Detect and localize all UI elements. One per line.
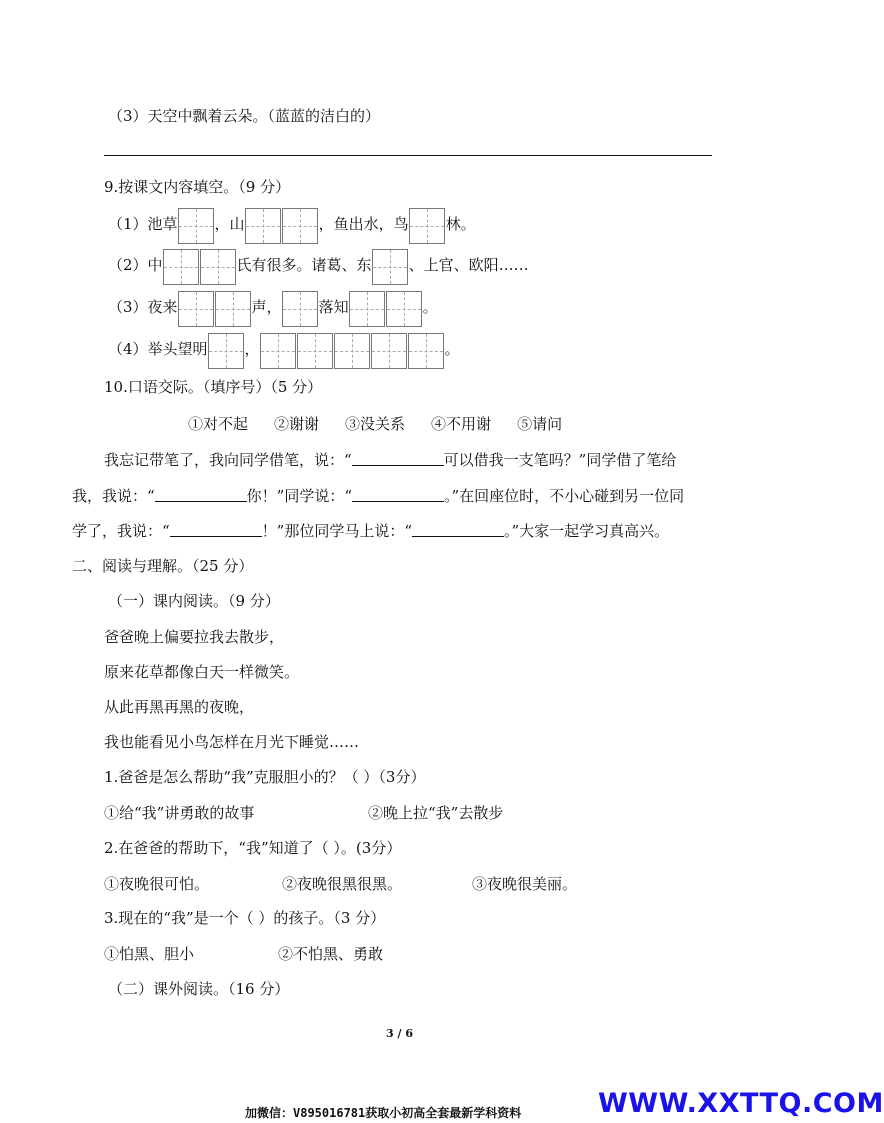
- poem-line: 从此再黑再黑的夜晚，: [104, 698, 255, 716]
- question-2: 2.在爸爸的帮助下，“我”知道了（ ）。(3分）: [104, 839, 402, 857]
- write-boxes[interactable]: [178, 207, 215, 244]
- question-3: 3.现在的“我”是一个（ ）的孩子。（3 分）: [104, 909, 386, 927]
- q10-para-line2: 我，我说：“ 你！”同学说：“ 。”在回座位时，不小心碰到另一位同: [72, 487, 685, 505]
- write-boxes[interactable]: [260, 332, 445, 369]
- q9-item3: （3）夜来 声， 落知 。: [108, 289, 438, 327]
- fill-blank[interactable]: [412, 522, 504, 537]
- option: ②谢谢: [274, 415, 320, 433]
- question-1-options: [104, 803, 503, 823]
- option: ③没关系: [345, 415, 406, 433]
- option: ⑤请问: [517, 415, 563, 433]
- write-boxes[interactable]: [372, 248, 409, 285]
- option: ①夜晚很可怕。: [104, 875, 210, 893]
- answer-line: [104, 155, 712, 156]
- question-3-options: [104, 944, 383, 964]
- part2-heading: （二）课外阅读。（16 分）: [108, 980, 290, 998]
- fill-blank[interactable]: [352, 487, 444, 502]
- write-boxes[interactable]: [409, 207, 446, 244]
- q9-heading: 9.按课文内容填空。（9 分）: [104, 178, 291, 196]
- option: ③夜晚很美丽。: [472, 875, 578, 893]
- option: ②夜晚很黑很黑。: [282, 875, 403, 893]
- fill-blank[interactable]: [352, 451, 444, 466]
- write-boxes[interactable]: [208, 332, 245, 369]
- q10-options: [188, 414, 588, 434]
- option: ④不用谢: [431, 415, 492, 433]
- q8-item3: （3）天空中飘着云朵。（蓝蓝的洁白的）: [108, 107, 381, 125]
- question-1: 1.爸爸是怎么帮助“我”克服胆小的？（ ）（3分）: [104, 768, 426, 786]
- q10-heading: 10.口语交际。（填序号）（5 分）: [104, 378, 323, 396]
- page-number: 3 / 6: [386, 1027, 413, 1040]
- question-2-options: [104, 874, 577, 894]
- fill-blank[interactable]: [155, 487, 247, 502]
- poem-line: 我也能看见小鸟怎样在月光下睡觉……: [104, 733, 360, 751]
- poem-line: 原来花草都像白天一样微笑。: [104, 663, 300, 681]
- q10-para-line3: 学了，我说：“ ！”那位同学马上说：“ 。”大家一起学习真高兴。: [72, 522, 670, 540]
- poem-line: 爸爸晚上偏要拉我去散步，: [104, 628, 285, 646]
- part1-heading: （一）课内阅读。（9 分）: [108, 592, 280, 610]
- q10-para-line1: 我忘记带笔了，我向同学借笔，说：“ 可以借我一支笔吗？”同学借了笔给: [104, 451, 677, 469]
- option: ②不怕黑、勇敢: [278, 945, 384, 963]
- fill-blank[interactable]: [170, 522, 262, 537]
- write-boxes[interactable]: [349, 290, 423, 327]
- q9-item1: （1）池草 ，山 ，鱼出水，鸟 林。: [108, 206, 476, 244]
- option: ①给“我”讲勇敢的故事: [104, 804, 255, 822]
- q9-item2: （2）中 氏有很多。诸葛、东 、上官、欧阳……: [108, 247, 529, 285]
- write-boxes[interactable]: [178, 290, 252, 327]
- option: ①怕黑、胆小: [104, 945, 195, 963]
- option: ②晚上拉“我”去散步: [368, 804, 504, 822]
- watermark-logo: WWW.XXTTQ.COM: [598, 1088, 884, 1119]
- option: ①对不起: [188, 415, 249, 433]
- write-boxes[interactable]: [163, 248, 237, 285]
- write-boxes[interactable]: [282, 290, 319, 327]
- footer-note: 加微信：V895016781获取小初高全套最新学科资料: [245, 1106, 522, 1120]
- section-heading: 二、阅读与理解。（25 分）: [72, 557, 254, 575]
- write-boxes[interactable]: [245, 207, 319, 244]
- q9-item4: （4）举头望明 ， 。: [108, 331, 460, 369]
